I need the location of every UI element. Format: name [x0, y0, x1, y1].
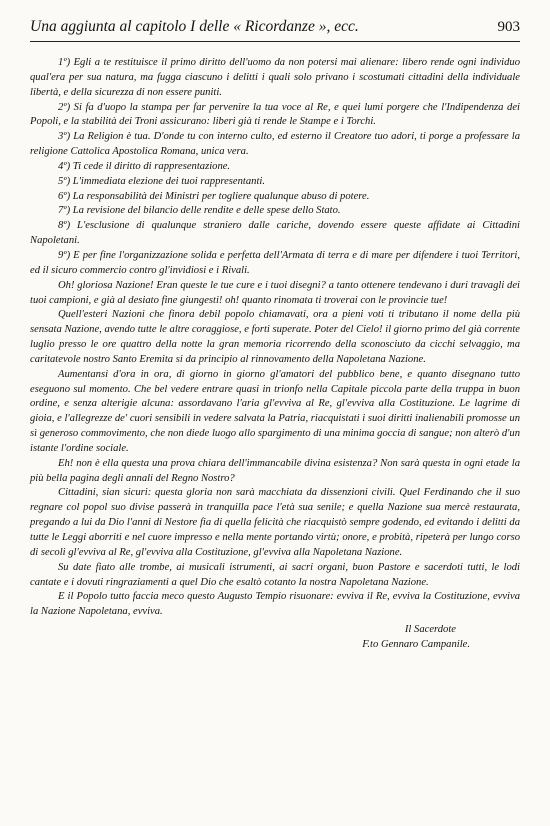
paragraph-13: Eh! non è ella questa una prova chiara dell'immancabile divina esistenza? Non sarà questa in ogni etade la più bella pagina degli annali del Regno Nostro? — [30, 457, 520, 484]
signature-name: F.to Gennaro Campanile. — [362, 639, 470, 651]
paragraph-16: E il Popolo tutto faccia meco questo Augusto Tempio risuonare: evviva il Re, evviva la Costituzione, evviva la Nazione Napoletana, evviva. — [30, 591, 520, 618]
page-number: 903 — [497, 19, 520, 35]
document-body — [30, 56, 520, 620]
paragraph-11: Quell'esteri Nazioni che finora debil popolo chiamavati, ora a pieni voti ti tributano il nome della più sensata Nazione, avendo tutte le altre coraggiose, e forti superate. Poter del Cielo! il giorno primo del già corrente luglio presso le ore quattro della notte la gran memoria ricorrendo della sconosciuto da cicchi selvaggio, ma caritatevole nostro Santo Eremita si da principio al rinnovamento della Napoletana Nazione. — [30, 309, 520, 365]
paragraph-10: Oh! gloriosa Nazione! Eran queste le tue cure e i tuoi disegni? a tanto ottenere tendevano i duri travagli dei tuoi campioni, e già al desiato fine giungesti! oh! quanto rinomata ti troverai con le provincie tue! — [30, 279, 520, 306]
paragraph-5: 5º) L'immediata elezione dei tuoi rappresentanti. — [58, 175, 266, 187]
paragraph-1: 1º) Egli a te restituisce il primo diritto dell'uomo da non potersi mai alienare: libero rende ogni individuo qual'era per sua natura, ma fugga ciascuno i delitti i quali solo privano i scostumati cittadini della individuale libertà, e della sicurezza di non essere puniti. — [30, 57, 520, 98]
paragraph-4: 4º) Ti cede il diritto di rappresentazione. — [58, 160, 231, 172]
paragraph-3: 3º) La Religion è tua. D'onde tu con interno culto, ed esterno il Creatore tuo adori, ti porge a professare la religione Cattolica Apostolica Romana, unica vera. — [30, 131, 520, 158]
paragraph-15: Su date fiato alle trombe, ai musicali istrumenti, ai sacri organi, buon Pastore e sacerdoti tutti, le lodi cantate e i dovuti ringraziamenti a quel Dio che esaltò cotanto la nostra Napoletana Nazione. — [30, 561, 520, 588]
paragraph-12: Aumentansi d'ora in ora, di giorno in giorno gl'amatori del pubblico bene, e quanto disegnano tutto eseguono sul momento. Che bel vedere entrare quasi in trionfo nella Capitale piccola parte della truppa in buon ordine, e senza alterigie alcuna: assordavano l'aria gl'evviva al Re, gl'evviva alla Costituzione. Le lagrime di gioia, e l'allegrezze de' cuori sensibili in vedere salvata la Patria, riacquistati i suoi diritti inalienabili promosse un sì generoso commovimento, che non diede luogo allo spargimento di una minima goccia di sangue; non alterò d'un istante l'ordine sociale. — [30, 368, 520, 454]
running-header — [30, 18, 520, 36]
signature-role: Il Sacerdote — [404, 624, 456, 636]
paragraph-6: 6º) La responsabilità dei Ministri per togliere qualunque abuso di potere. — [58, 190, 370, 202]
header-rule — [30, 41, 520, 42]
paragraph-14: Cittadini, sian sicuri: questa gloria non sarà macchiata da dissenzioni civili. Quel Ferdinando che il suo regnare col popol suo divise passerà in tranquilla pace l'età sua senile; e quella Nazione sua mercè restaurata, pregando a lui da Dio l'anni di Nestore fia di quella felicità che riacquistò sempre godendo, ed evitando i delitti da tutte le Leggi aborriti e nel cuore impresso e nella mente portando virtù; onore, e probità, ripeterà per lungo corso di secoli gl'evviva al Re, gl'evviva alla Costituzione, gl'evviva alla Napoletana Nazione. — [30, 487, 520, 558]
paragraph-8: 8º) L'esclusione di qualunque straniero dalle cariche, dovendo essere queste affidate ai Cittadini Napoletani. — [30, 220, 520, 247]
paragraph-2: 2º) Si fa d'uopo la stampa per far pervenire la tua voce al Re, e quei lumi porgere che l'Indipendenza dei Popoli, e la stabilità dei Troni assicurano: liberi già ti rende le Stampe e i Torchi. — [30, 101, 520, 128]
header-title: Una aggiunta al capitolo I delle « Ricordanze », ecc. — [30, 18, 359, 35]
paragraph-7: 7º) La revisione del bilancio delle rendite e delle spese dello Stato. — [58, 205, 341, 217]
paragraph-9: 9º) E per fine l'organizzazione solida e perfetta dell'Armata di terra e di mare per difendere i tuoi Territori, ed il sicuro commercio contro gl'invidiosi e i Rivali. — [30, 249, 520, 276]
